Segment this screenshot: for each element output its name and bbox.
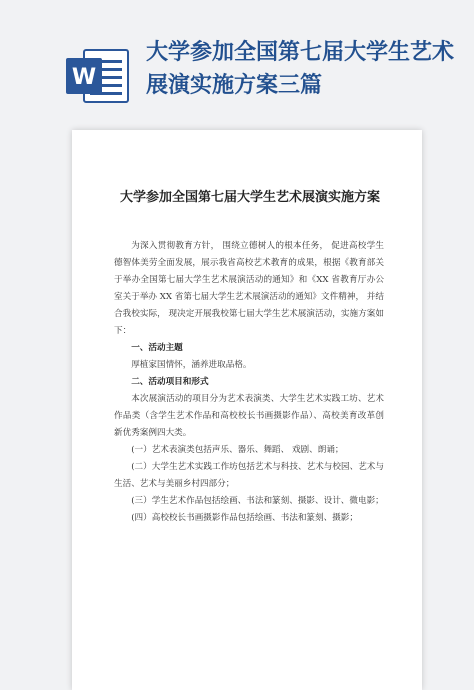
banner	[0, 0, 474, 130]
paragraph: (四）高校校长书画摄影作品包括绘画、书法和篆刻、摄影；	[131, 513, 358, 523]
paragraph: 厚植家国情怀，涵养进取品格。	[131, 360, 252, 370]
paragraph: (一）艺术表演类包括声乐、器乐、舞蹈、 戏剧、朗诵；	[131, 445, 344, 455]
section-heading: 二、活动项目和形式	[131, 377, 209, 387]
svg-text:W: W	[71, 65, 97, 90]
word-document-icon	[66, 46, 132, 106]
section-heading: 一、活动主题	[131, 343, 183, 353]
document-page	[72, 130, 422, 690]
paragraph: 为深入贯彻教育方针， 围绕立德树人的根本任务， 促进高校学生德智体美劳全面发展，展示我省高校艺术教育的成果，根据《教育部关于举办全国第七届大学生艺术展演活动的通知》和《XX 省教育厅办公室关于举办 XX 省第七届大学生艺术展演活动的通知》文件精神， 并结合我校实际， 现决定开展我校第七届大学生艺术展演活动，实施方案如下：	[114, 241, 384, 336]
document-title: 大学参加全国第七届大学生艺术展演实施方案	[119, 190, 380, 205]
document-body	[114, 238, 384, 527]
paragraph: 本次展演活动的项目分为艺术表演类、大学生艺术实践工坊、艺术作品类（含学生艺术作品和高校校长书画摄影作品）、高校美育改革创新优秀案例四大类。	[114, 394, 384, 438]
paragraph: (三）学生艺术作品包括绘画、书法和篆刻、摄影、设计、微电影；	[131, 496, 384, 506]
paragraph: (二）大学生艺术实践工作坊包括艺术与科技、艺术与校园、艺术与生活、艺术与美丽乡村四部分；	[114, 462, 384, 489]
banner-title: 大学参加全国第七届大学生艺术展演实施方案三篇	[146, 39, 455, 98]
